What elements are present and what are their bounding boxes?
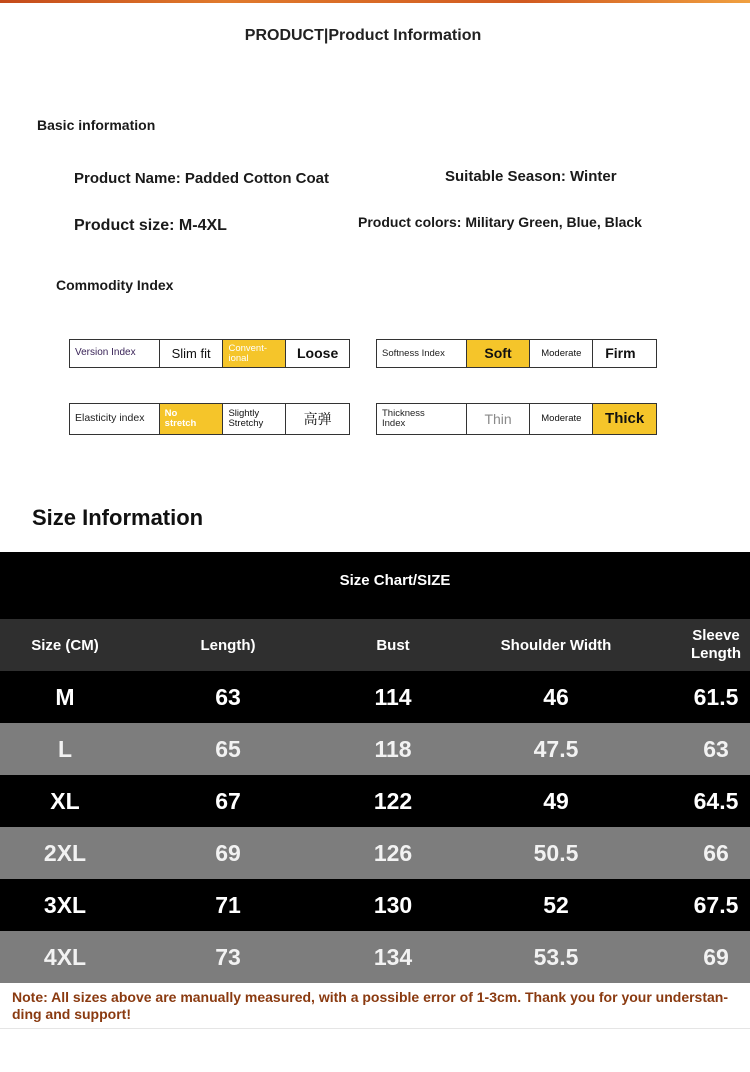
cell-shoulder: 46 [543, 683, 569, 710]
thickness-option-thin: Thin [466, 404, 530, 434]
size-chart-title: Size Chart/SIZE [339, 572, 451, 589]
softness-option-firm: Firm [592, 340, 656, 367]
table-row [0, 723, 750, 775]
col-bust: Bust [376, 636, 410, 654]
cell-sleeve: 66 [703, 839, 729, 866]
cell-size: M [55, 683, 75, 710]
size-info-heading: Size Information [32, 505, 204, 530]
cell-size: L [57, 735, 73, 762]
cell-sleeve: 63 [703, 735, 729, 762]
basic-info-label: Basic information [37, 117, 156, 133]
cell-shoulder: 53.5 [533, 943, 579, 970]
divider [0, 1028, 750, 1029]
suitable-season: Suitable Season: Winter [445, 168, 617, 185]
col-sleeve: Sleeve Length [691, 627, 741, 662]
cell-length: 73 [215, 943, 241, 970]
cell-size: 2XL [43, 839, 87, 866]
cell-length: 71 [215, 891, 241, 918]
table-row [0, 827, 750, 879]
cell-shoulder: 50.5 [533, 839, 579, 866]
measurement-note: Note: All sizes above are manually measured, with a possible error of 1-3cm. Thank you for your understan-ding and support! [12, 989, 729, 1022]
cell-length: 67 [215, 787, 241, 814]
table-row [0, 775, 750, 827]
col-size: Size (CM) [31, 636, 99, 654]
cell-shoulder: 52 [543, 891, 569, 918]
cell-bust: 118 [374, 735, 412, 762]
elasticity-option-high: 高弹 [285, 404, 349, 434]
cell-length: 65 [215, 735, 241, 762]
table-row [0, 671, 750, 723]
table-row [0, 931, 750, 983]
product-name: Product Name: Padded Cotton Coat [74, 170, 330, 187]
col-length: Length) [200, 636, 256, 654]
cell-length: 69 [215, 839, 241, 866]
thickness-index-label: Thickness Index [382, 408, 425, 429]
cell-bust: 130 [373, 891, 413, 918]
cell-shoulder: 47.5 [533, 735, 579, 762]
softness-option-moderate: Moderate [529, 340, 592, 367]
table-header [0, 619, 750, 671]
softness-index-box [376, 339, 657, 368]
elasticity-option-no-stretch: No stretch [159, 404, 223, 434]
table-row [0, 879, 750, 931]
cell-bust: 122 [373, 787, 413, 814]
cell-sleeve: 69 [703, 943, 729, 970]
softness-option-soft: Soft [466, 340, 530, 367]
size-chart-table [0, 552, 750, 977]
cell-size: 4XL [43, 943, 87, 970]
elasticity-index-box [69, 403, 350, 435]
cell-size: 3XL [43, 891, 87, 918]
elasticity-option-slightly: Slightly Stretchy [222, 404, 285, 434]
commodity-index-label: Commodity Index [56, 277, 174, 293]
col-shoulder: Shoulder Width [500, 636, 612, 654]
version-index-box [69, 339, 350, 368]
product-size: Product size: M-4XL [74, 217, 227, 234]
cell-sleeve: 67.5 [693, 891, 739, 918]
cell-size: XL [50, 787, 80, 814]
cell-bust: 114 [374, 683, 412, 710]
cell-bust: 134 [373, 943, 413, 970]
version-option-slim: Slim fit [159, 340, 223, 367]
elasticity-index-label: Elasticity index [75, 412, 145, 425]
thickness-option-thick: Thick [592, 404, 656, 434]
cell-sleeve: 64.5 [693, 787, 739, 814]
softness-index-label: Softness Index [382, 347, 445, 359]
cell-bust: 126 [373, 839, 413, 866]
cell-length: 63 [215, 683, 241, 710]
version-option-conventional: Convent- ional [222, 340, 285, 367]
thickness-index-box [376, 403, 657, 435]
version-option-loose: Loose [285, 340, 349, 367]
product-colors: Product colors: Military Green, Blue, Black [358, 214, 642, 230]
page-title: PRODUCT|Product Information [244, 27, 482, 44]
thickness-option-moderate: Moderate [529, 404, 592, 434]
cell-sleeve: 61.5 [693, 683, 739, 710]
top-accent-bar [0, 0, 750, 3]
version-index-label: Version Index [75, 347, 136, 359]
cell-shoulder: 49 [543, 787, 569, 814]
